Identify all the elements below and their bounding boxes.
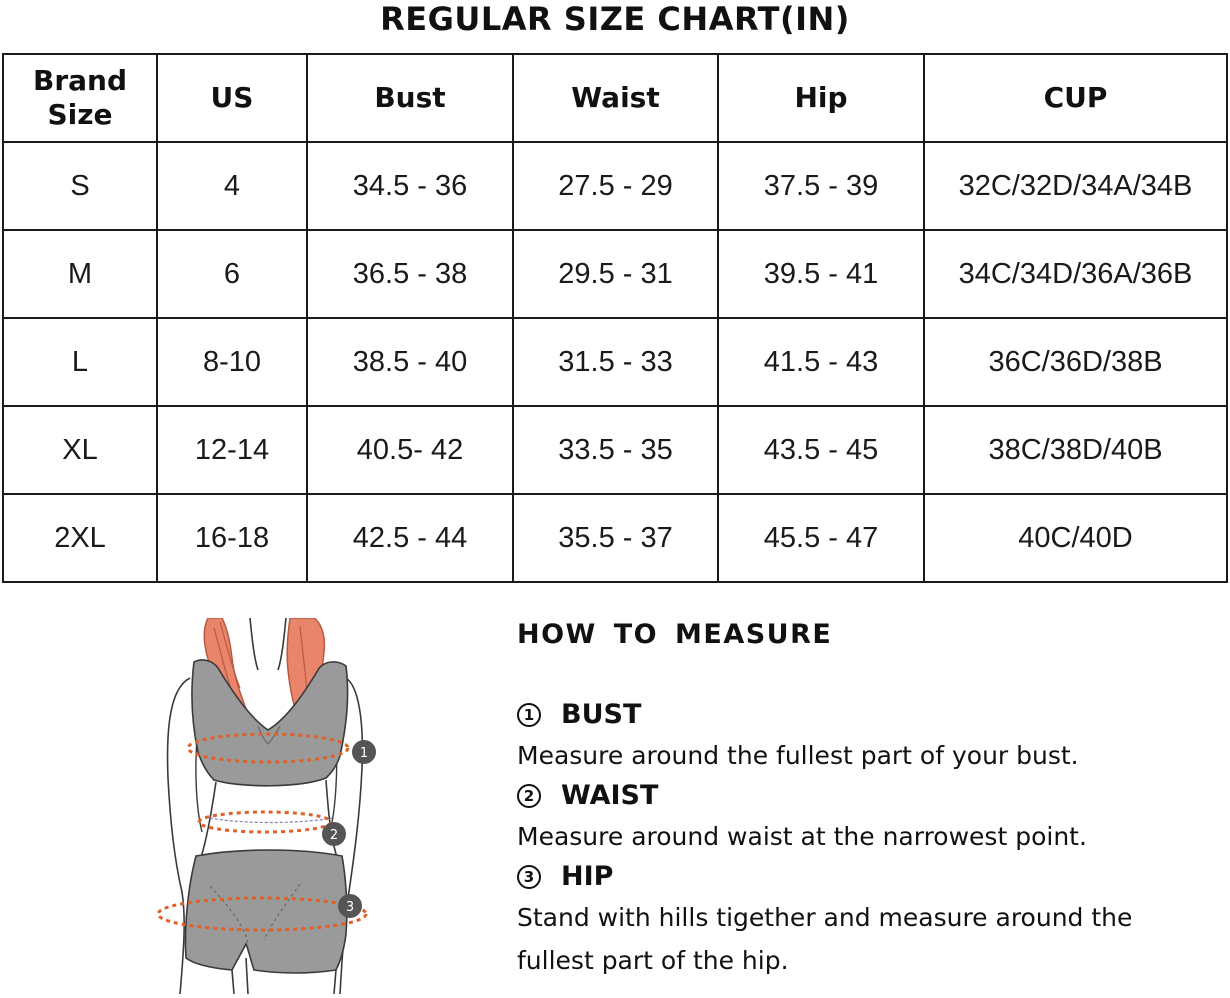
step-description: Measure around waist at the narrowest point. — [517, 822, 1087, 851]
body-illustration — [150, 618, 390, 994]
header-waist: Waist — [513, 54, 718, 142]
table-header-row — [3, 54, 1227, 142]
chart-title: REGULAR SIZE CHART(IN) — [380, 0, 850, 38]
circled-number-icon: 3 — [517, 865, 541, 889]
how-to-measure-heading: HOW TO MEASURE — [517, 619, 833, 650]
size-table — [2, 53, 1228, 583]
step-title-label: BUST — [561, 699, 642, 730]
svg-text:1: 1 — [359, 746, 369, 761]
cell-hip: 43.5 - 45 — [718, 406, 924, 494]
header-us: US — [157, 54, 307, 142]
cell-waist: 27.5 - 29 — [513, 142, 718, 230]
neck — [250, 618, 286, 670]
circled-number-icon: 2 — [517, 784, 541, 808]
marker-1-icon — [352, 740, 376, 764]
step-title — [517, 777, 1217, 815]
cell-hip: 39.5 - 41 — [718, 230, 924, 318]
table-row — [3, 406, 1227, 494]
cell-cup: 38C/38D/40B — [924, 406, 1227, 494]
cell-bust: 36.5 - 38 — [307, 230, 513, 318]
header-hip: Hip — [718, 54, 924, 142]
cell-hip: 45.5 - 47 — [718, 494, 924, 582]
cell-hip: 41.5 - 43 — [718, 318, 924, 406]
waist-guide — [210, 818, 332, 823]
step-title-label: WAIST — [561, 780, 659, 811]
how-to-measure-panel — [517, 618, 1217, 982]
cell-us: 12-14 — [157, 406, 307, 494]
step-description: fullest part of the hip. — [517, 946, 789, 975]
marker-3-icon — [338, 894, 362, 918]
svg-text:3: 3 — [345, 900, 355, 915]
cell-waist: 35.5 - 37 — [513, 494, 718, 582]
cell-cup: 36C/36D/38B — [924, 318, 1227, 406]
header-bust: Bust — [307, 54, 513, 142]
measurement-figure — [150, 618, 390, 994]
cell-cup: 34C/34D/36A/36B — [924, 230, 1227, 318]
cell-bust: 40.5- 42 — [307, 406, 513, 494]
circled-number-icon: 1 — [517, 703, 541, 727]
step-title — [517, 858, 1217, 896]
cell-bust: 38.5 - 40 — [307, 318, 513, 406]
cell-bust: 42.5 - 44 — [307, 494, 513, 582]
cell-waist: 31.5 - 33 — [513, 318, 718, 406]
cell-waist: 33.5 - 35 — [513, 406, 718, 494]
bra-top — [192, 660, 348, 786]
cell-us: 16-18 — [157, 494, 307, 582]
step-bust — [517, 696, 1217, 777]
step-hip — [517, 858, 1217, 982]
table-row — [3, 494, 1227, 582]
table-row — [3, 318, 1227, 406]
cell-us: 8-10 — [157, 318, 307, 406]
shorts — [185, 850, 346, 973]
step-waist — [517, 777, 1217, 858]
step-description: Stand with hills tigether and measure around the — [517, 903, 1133, 932]
cell-brand-size: XL — [3, 406, 157, 494]
marker-2-icon — [322, 822, 346, 846]
step-title — [517, 696, 1217, 734]
table-row — [3, 230, 1227, 318]
cell-hip: 37.5 - 39 — [718, 142, 924, 230]
cell-us: 4 — [157, 142, 307, 230]
header-cup: CUP — [924, 54, 1227, 142]
step-title-label: HIP — [561, 861, 614, 892]
cell-brand-size: L — [3, 318, 157, 406]
cell-brand-size: M — [3, 230, 157, 318]
svg-text:2: 2 — [329, 828, 339, 843]
cell-cup: 40C/40D — [924, 494, 1227, 582]
cell-bust: 34.5 - 36 — [307, 142, 513, 230]
cell-brand-size: 2XL — [3, 494, 157, 582]
cell-waist: 29.5 - 31 — [513, 230, 718, 318]
cell-brand-size: S — [3, 142, 157, 230]
step-description: Measure around the fullest part of your bust. — [517, 741, 1079, 770]
header-brand-size: Brand Size — [3, 54, 157, 142]
cell-us: 6 — [157, 230, 307, 318]
table-row — [3, 142, 1227, 230]
cell-cup: 32C/32D/34A/34B — [924, 142, 1227, 230]
